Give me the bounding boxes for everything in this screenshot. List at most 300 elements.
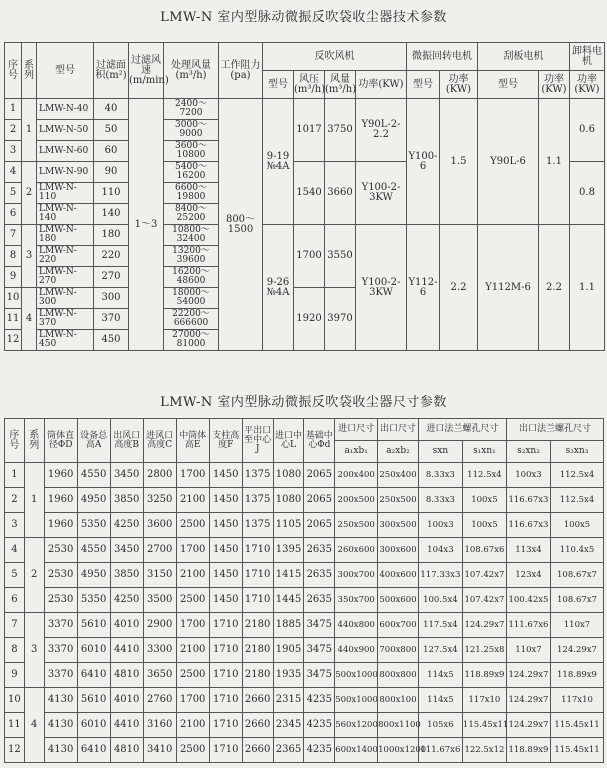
- t2-cell: 3475: [304, 613, 335, 638]
- t2-cell: 6410: [77, 738, 110, 763]
- t2-cell: 4550: [77, 463, 110, 488]
- t2-cell: 2100: [176, 488, 209, 513]
- t1-scraper-power-b: 2.2: [539, 225, 570, 351]
- t2-cell: 123x4: [506, 563, 550, 588]
- t1-model: LMW-N-270: [37, 267, 94, 288]
- t2-cell: 108.67x7: [550, 588, 603, 613]
- t1-seq: 6: [5, 204, 22, 225]
- t2-series: 3: [24, 613, 44, 688]
- col2-total-height: 设备总高A: [77, 419, 110, 463]
- t2-cell: 3410: [143, 738, 176, 763]
- t2-cell: 2700: [143, 538, 176, 563]
- col-rotary-motor: 微振回转电机: [407, 43, 478, 71]
- t1-model: LMW-N-140: [37, 204, 94, 225]
- t2-cell: 1415: [273, 563, 304, 588]
- t1-seq: 11: [5, 309, 22, 330]
- table2-title: LMW-N 室内型脉动微振反吹袋收尘器尺寸参数: [160, 395, 447, 410]
- t2-cell: 200x400: [335, 463, 378, 488]
- dimension-table: [4, 418, 604, 763]
- t2-cell: 500x1000: [335, 688, 378, 713]
- t2-cell: 200x500: [335, 488, 378, 513]
- t2-series: 1: [24, 463, 44, 538]
- t2-cell: 124.29x7: [506, 663, 550, 688]
- col-model: 型号: [37, 43, 94, 99]
- t2-cell: 2635: [304, 588, 335, 613]
- t2-cell: 1885: [273, 613, 304, 638]
- col2-support-height: 支柱高度F: [209, 419, 242, 463]
- t1-seq: 4: [5, 162, 22, 183]
- t2-cell: 1080: [273, 463, 304, 488]
- t2-cell: 3370: [44, 663, 77, 688]
- t1-fan-pressure-d: 1920: [294, 288, 325, 351]
- t2-cell: 250x500: [335, 513, 378, 538]
- t2-cell: 5350: [77, 513, 110, 538]
- t2-cell: 250x400: [378, 463, 419, 488]
- t1-volume: 3600～10800: [164, 141, 219, 162]
- sub-fan-power: 功率(KW): [356, 71, 407, 99]
- t2-seq: 8: [5, 638, 25, 663]
- t2-cell: 2180: [242, 663, 273, 688]
- t2-cell: 1450: [209, 588, 242, 613]
- sub2-inlet: a₁xb₁: [335, 441, 378, 463]
- t1-series: 3: [22, 225, 37, 288]
- t2-cell: 112.5x4: [462, 463, 506, 488]
- t1-model: LMW-N-110: [37, 183, 94, 204]
- t1-scraper-power-a: 1.1: [539, 99, 570, 225]
- t1-seq: 12: [5, 330, 22, 351]
- t2-cell: 122.5x12: [462, 738, 506, 763]
- t2-cell: 6410: [77, 663, 110, 688]
- t1-seq: 5: [5, 183, 22, 204]
- t2-cell: 800x100: [378, 688, 419, 713]
- t2-cell: 117x10: [462, 688, 506, 713]
- t2-cell: 100x5: [550, 513, 603, 538]
- t2-cell: 2635: [304, 538, 335, 563]
- col2-outlet-size: 出口尺寸: [378, 419, 419, 441]
- t2-cell: 3450: [110, 538, 143, 563]
- col-discharge-motor: 卸料电机: [570, 43, 605, 71]
- t2-cell: 300x500: [378, 513, 419, 538]
- t2-cell: 5610: [77, 613, 110, 638]
- t1-fan-volume-c: 3550: [325, 225, 356, 288]
- t2-cell: 2800: [143, 463, 176, 488]
- t1-model: LMW-N-180: [37, 225, 94, 246]
- t2-cell: 117.5x4: [418, 613, 462, 638]
- sub-fan-model: 型号: [263, 71, 294, 99]
- t2-cell: 2065: [304, 488, 335, 513]
- col-air-volume: 处理风量(m³/h): [164, 43, 219, 99]
- t2-cell: 117x10: [550, 688, 603, 713]
- t2-cell: 6010: [77, 713, 110, 738]
- t1-volume: 10800～32400: [164, 225, 219, 246]
- t1-area: 90: [94, 162, 129, 183]
- t2-seq: 3: [5, 513, 25, 538]
- t1-volume: 16200～48600: [164, 267, 219, 288]
- t1-model: LMW-N-50: [37, 120, 94, 141]
- t2-cell: 3600: [143, 513, 176, 538]
- t1-area: 40: [94, 99, 129, 120]
- t1-area: 180: [94, 225, 129, 246]
- t2-cell: 1710: [209, 738, 242, 763]
- t2-cell: 105x6: [418, 713, 462, 738]
- t2-series: 2: [24, 538, 44, 613]
- t2-cell: 3300: [143, 638, 176, 663]
- t2-cell: 124.29x7: [506, 688, 550, 713]
- t2-cell: 110.4x5: [550, 538, 603, 563]
- t2-cell: 1105: [273, 513, 304, 538]
- t2-cell: 108.67x6: [462, 538, 506, 563]
- t2-cell: 4130: [44, 688, 77, 713]
- t2-cell: 2500: [176, 738, 209, 763]
- t1-scraper-model-b: Y112M-6: [478, 225, 539, 351]
- t1-volume: 8400～25200: [164, 204, 219, 225]
- t2-cell: 1960: [44, 463, 77, 488]
- t1-volume: 13200～39600: [164, 246, 219, 267]
- t2-cell: 100.42x5: [506, 588, 550, 613]
- t2-cell: 3475: [304, 663, 335, 688]
- t1-fan-model-a: 9-19 №4A: [263, 99, 294, 225]
- t1-seq: 10: [5, 288, 22, 309]
- t2-seq: 4: [5, 538, 25, 563]
- sub-rotary-model: 型号: [407, 71, 440, 99]
- t2-cell: 1450: [209, 488, 242, 513]
- t1-discharge-power-b: 0.8: [570, 162, 605, 225]
- t2-cell: 1960: [44, 513, 77, 538]
- t2-cell: 3370: [44, 638, 77, 663]
- t2-cell: 4250: [110, 513, 143, 538]
- t2-cell: 2365: [273, 738, 304, 763]
- t1-area: 300: [94, 288, 129, 309]
- t1-scraper-model-a: Y90L-6: [478, 99, 539, 225]
- t2-cell: 600x700: [378, 613, 419, 638]
- t2-cell: 107.42x7: [462, 563, 506, 588]
- t2-cell: 4235: [304, 713, 335, 738]
- col2-seq: 序号: [5, 419, 25, 463]
- t2-cell: 1450: [209, 563, 242, 588]
- t2-cell: 2530: [44, 538, 77, 563]
- t2-cell: 2900: [143, 613, 176, 638]
- t2-seq: 11: [5, 713, 25, 738]
- t1-rotary-model-b: Y112-6: [407, 225, 440, 351]
- t2-cell: 4010: [110, 688, 143, 713]
- t2-cell: 2065: [304, 463, 335, 488]
- t2-cell: 2100: [176, 713, 209, 738]
- t2-cell: 4130: [44, 713, 77, 738]
- col2-outlet-flange: 出口法兰螺孔尺寸: [506, 419, 603, 441]
- t1-fan-volume-b: 3660: [325, 162, 356, 225]
- t2-cell: 1710: [209, 663, 242, 688]
- t2-cell: 124.29x7: [506, 713, 550, 738]
- t2-cell: 2180: [242, 638, 273, 663]
- t2-cell: 127.5x4: [418, 638, 462, 663]
- t2-cell: 4410: [110, 638, 143, 663]
- t1-series: 2: [22, 162, 37, 225]
- t2-cell: 3450: [110, 463, 143, 488]
- t2-cell: 440x900: [335, 638, 378, 663]
- t2-cell: 2100: [176, 563, 209, 588]
- t2-cell: 260x600: [335, 538, 378, 563]
- t2-cell: 2660: [242, 713, 273, 738]
- t2-cell: 1710: [242, 563, 273, 588]
- t2-seq: 12: [5, 738, 25, 763]
- t2-cell: 124.29x7: [550, 638, 603, 663]
- t2-cell: 114x5: [418, 663, 462, 688]
- col-scraper-motor: 刮板电机: [478, 43, 570, 71]
- t2-cell: 1700: [176, 613, 209, 638]
- t2-cell: 110x7: [506, 638, 550, 663]
- t2-cell: 2500: [176, 513, 209, 538]
- col-reverse-fan: 反吹风机: [263, 43, 407, 71]
- col-filter-area: 过滤面积(m²): [94, 43, 129, 99]
- col2-mid-height: 中筒体高E: [176, 419, 209, 463]
- t2-cell: 4010: [110, 613, 143, 638]
- t1-area: 140: [94, 204, 129, 225]
- t2-cell: 124.29x7: [462, 613, 506, 638]
- t2-cell: 800x800: [378, 663, 419, 688]
- t2-cell: 250x500: [378, 488, 419, 513]
- sub-fan-volume: 风量(m³/h): [325, 71, 356, 99]
- t2-cell: 2180: [242, 613, 273, 638]
- t1-volume: 5400～16200: [164, 162, 219, 183]
- col2-base-center: 基础中心Φd: [304, 419, 335, 463]
- t2-cell: 111.67x6: [506, 613, 550, 638]
- t2-cell: 116.67x3: [506, 488, 550, 513]
- t1-volume: 22200～666600: [164, 309, 219, 330]
- t1-fan-model-b: 9-26 №4A: [263, 225, 294, 351]
- t2-cell: 1080: [273, 488, 304, 513]
- t1-rotary-power-b: 2.2: [440, 225, 478, 351]
- t2-cell: 118.89x9: [506, 738, 550, 763]
- t2-cell: 2345: [273, 713, 304, 738]
- t2-cell: 113x4: [506, 538, 550, 563]
- col2-inlet-size: 进口尺寸: [335, 419, 378, 441]
- t2-cell: 2500: [176, 663, 209, 688]
- t2-cell: 108.67x7: [550, 563, 603, 588]
- sub2-sxn: sxn: [418, 441, 462, 463]
- t2-cell: 3850: [110, 563, 143, 588]
- col2-inlet-height: 进风口高度C: [143, 419, 176, 463]
- t1-model: LMW-N-370: [37, 309, 94, 330]
- t2-seq: 5: [5, 563, 25, 588]
- t1-area: 60: [94, 141, 129, 162]
- t2-cell: 100x5: [462, 488, 506, 513]
- t2-cell: 800x1100: [378, 713, 419, 738]
- sub-discharge-power: 功率(KW): [570, 71, 605, 99]
- t2-cell: 2760: [143, 688, 176, 713]
- t2-cell: 116.67x3: [506, 513, 550, 538]
- t2-cell: 1375: [242, 488, 273, 513]
- t2-cell: 1450: [209, 463, 242, 488]
- t1-area: 370: [94, 309, 129, 330]
- t2-cell: 1935: [273, 663, 304, 688]
- sub2-s1xn1: s₁xn₁: [462, 441, 506, 463]
- t2-cell: 110x7: [550, 613, 603, 638]
- col2-inlet-center: 进口中心L: [273, 419, 304, 463]
- t2-cell: 1710: [209, 638, 242, 663]
- t2-cell: 2100: [176, 638, 209, 663]
- t2-cell: 100x5: [462, 513, 506, 538]
- t2-cell: 1710: [242, 538, 273, 563]
- t1-series: 4: [22, 288, 37, 351]
- t2-cell: 1450: [209, 513, 242, 538]
- col-series: 系列: [22, 43, 37, 99]
- t2-cell: 1375: [242, 463, 273, 488]
- t2-cell: 1710: [242, 588, 273, 613]
- t1-model: LMW-N-90: [37, 162, 94, 183]
- t2-cell: 112.5x4: [550, 463, 603, 488]
- col2-outlet-center: 平出口至中心J: [242, 419, 273, 463]
- t2-cell: 1700: [176, 688, 209, 713]
- t1-area: 110: [94, 183, 129, 204]
- t1-model: LMW-N-40: [37, 99, 94, 120]
- col-filter-speed: 过滤风速(m/min): [129, 43, 164, 99]
- t2-cell: 300x600: [378, 538, 419, 563]
- t2-cell: 560x1200: [335, 713, 378, 738]
- t1-discharge-power-a: 0.6: [570, 99, 605, 162]
- col-resistance: 工作阻力(pa): [219, 43, 263, 99]
- t2-cell: 1445: [273, 588, 304, 613]
- t2-cell: 112.5x4: [550, 488, 603, 513]
- t2-cell: 115.45x11: [550, 738, 603, 763]
- t1-area: 270: [94, 267, 129, 288]
- t2-cell: 2530: [44, 563, 77, 588]
- t2-cell: 111.67x6: [418, 738, 462, 763]
- t1-model: LMW-N-60: [37, 141, 94, 162]
- t2-cell: 4550: [77, 538, 110, 563]
- t2-cell: 118.89x9: [550, 663, 603, 688]
- col2-inlet-flange: 进口法兰螺孔尺寸: [418, 419, 506, 441]
- t2-cell: 8.33x3: [418, 488, 462, 513]
- table1-title: LMW-N 室内型脉动微振反吹袋收尘器技术参数: [160, 10, 447, 25]
- sub-fan-pressure: 风压(m³/h): [294, 71, 325, 99]
- sub-scraper-model: 型号: [478, 71, 539, 99]
- col2-series: 系列: [24, 419, 44, 463]
- t2-cell: 500x1000: [335, 663, 378, 688]
- t2-cell: 4810: [110, 738, 143, 763]
- t2-cell: 5610: [77, 688, 110, 713]
- t2-cell: 115.45x11: [550, 713, 603, 738]
- t2-cell: 700x800: [378, 638, 419, 663]
- t1-fan-power-b: Y100-2-3KW: [356, 162, 407, 225]
- t1-seq: 7: [5, 225, 22, 246]
- t2-cell: 1700: [176, 463, 209, 488]
- t2-cell: 100x3: [506, 463, 550, 488]
- t2-cell: 1000x1200: [378, 738, 419, 763]
- t2-cell: 3650: [143, 663, 176, 688]
- t1-seq: 1: [5, 99, 22, 120]
- t1-volume: 2400～7200: [164, 99, 219, 120]
- t2-seq: 7: [5, 613, 25, 638]
- t1-area: 450: [94, 330, 129, 351]
- t2-cell: 4810: [110, 663, 143, 688]
- t2-cell: 8.33x3: [418, 463, 462, 488]
- sub-scraper-power: 功率(KW): [539, 71, 570, 99]
- t2-seq: 9: [5, 663, 25, 688]
- t1-fan-pressure-a: 1017: [294, 99, 325, 162]
- t1-fan-power-a: Y90L-2-2.2: [356, 99, 407, 162]
- t1-model: LMW-N-300: [37, 288, 94, 309]
- t2-cell: 600x1400: [335, 738, 378, 763]
- t2-cell: 5350: [77, 588, 110, 613]
- t2-cell: 1450: [209, 538, 242, 563]
- t2-cell: 400x600: [378, 563, 419, 588]
- tech-params-table: [4, 42, 605, 351]
- col2-cylinder-dia: 筒体直径ΦD: [44, 419, 77, 463]
- t2-cell: 4130: [44, 738, 77, 763]
- t2-seq: 1: [5, 463, 25, 488]
- t1-model: LMW-N-450: [37, 330, 94, 351]
- t2-cell: 3500: [143, 588, 176, 613]
- t2-cell: 115.45x11: [462, 713, 506, 738]
- t2-cell: 3150: [143, 563, 176, 588]
- t2-cell: 3370: [44, 613, 77, 638]
- t2-cell: 4410: [110, 713, 143, 738]
- t1-seq: 9: [5, 267, 22, 288]
- t1-fan-pressure-b: 1540: [294, 162, 325, 225]
- t1-fan-volume-d: 3970: [325, 288, 356, 351]
- t2-cell: 3160: [143, 713, 176, 738]
- t2-cell: 2635: [304, 563, 335, 588]
- t2-cell: 2065: [304, 513, 335, 538]
- t1-filter-speed: 1～3: [129, 99, 164, 351]
- t2-cell: 107.42x7: [462, 588, 506, 613]
- t2-cell: 1375: [242, 513, 273, 538]
- t2-cell: 3850: [110, 488, 143, 513]
- t2-series: 4: [24, 688, 44, 763]
- t2-cell: 121.25x8: [462, 638, 506, 663]
- t2-cell: 114x5: [418, 688, 462, 713]
- t2-cell: 3475: [304, 638, 335, 663]
- t1-rotary-power-a: 1.5: [440, 99, 478, 225]
- t2-cell: 1710: [209, 688, 242, 713]
- t2-cell: 300x700: [335, 563, 378, 588]
- col2-outlet-height: 出风口高度B: [110, 419, 143, 463]
- t2-cell: 100.5x4: [418, 588, 462, 613]
- t2-cell: 2500: [176, 588, 209, 613]
- sub2-s3xn3: s₃xn₃: [550, 441, 603, 463]
- t2-cell: 4950: [77, 563, 110, 588]
- t2-seq: 2: [5, 488, 25, 513]
- t2-cell: 1395: [273, 538, 304, 563]
- t2-cell: 1710: [209, 713, 242, 738]
- t2-cell: 1905: [273, 638, 304, 663]
- t1-area: 220: [94, 246, 129, 267]
- t2-cell: 4235: [304, 688, 335, 713]
- t1-rotary-model-a: Y100-6: [407, 99, 440, 225]
- t2-cell: 4950: [77, 488, 110, 513]
- t2-cell: 1960: [44, 488, 77, 513]
- t2-cell: 100x3: [418, 513, 462, 538]
- t1-fan-pressure-c: 1700: [294, 225, 325, 288]
- t2-cell: 4250: [110, 588, 143, 613]
- t2-cell: 350x700: [335, 588, 378, 613]
- t2-cell: 6010: [77, 638, 110, 663]
- t2-cell: 118.89x9: [462, 663, 506, 688]
- t1-seq: 2: [5, 120, 22, 141]
- t2-cell: 117.33x3: [418, 563, 462, 588]
- t1-series: 1: [22, 99, 37, 162]
- t1-seq: 8: [5, 246, 22, 267]
- sub-rotary-power: 功率(KW): [440, 71, 478, 99]
- t2-cell: 4235: [304, 738, 335, 763]
- t1-area: 50: [94, 120, 129, 141]
- t1-volume: 6600～19800: [164, 183, 219, 204]
- t2-cell: 2315: [273, 688, 304, 713]
- t1-fan-power-c: Y100-2-3KW: [356, 225, 407, 351]
- t2-cell: 2660: [242, 688, 273, 713]
- t1-volume: 3000～9000: [164, 120, 219, 141]
- t2-cell: 440x800: [335, 613, 378, 638]
